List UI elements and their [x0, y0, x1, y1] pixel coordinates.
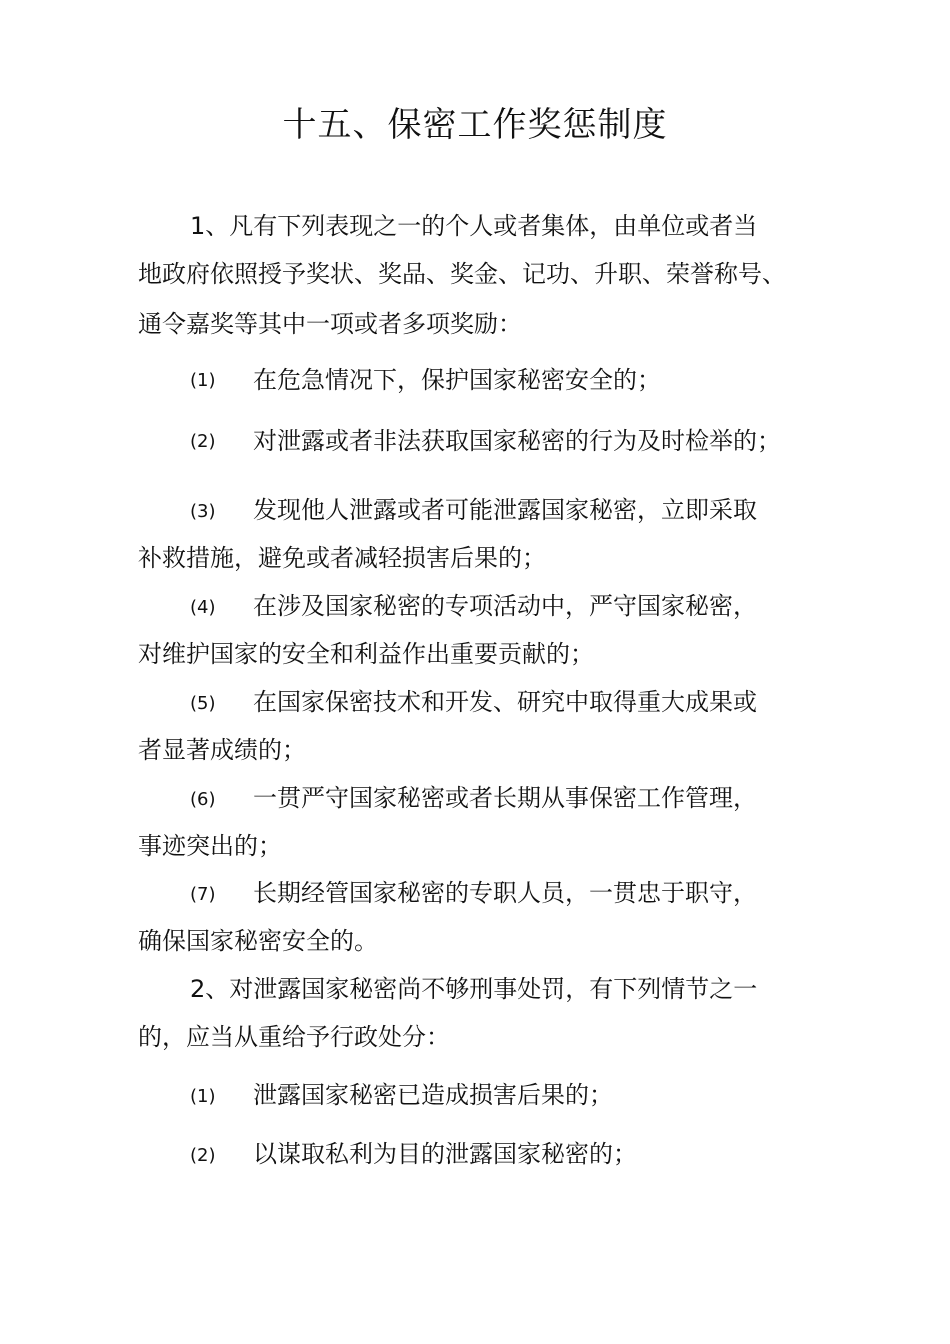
list-item-continuation: 确保国家秘密安全的。	[138, 927, 378, 955]
list-item-text: 一贯严守国家秘密或者长期从事保密工作管理，	[253, 784, 757, 812]
para1-line-1: 1、凡有下列表现之一的个人或者集体，由单位或者当	[190, 212, 758, 240]
list-item-number: (6)	[190, 789, 216, 810]
list-item-number: (3)	[190, 501, 216, 522]
list-item-continuation: 事迹突出的；	[138, 832, 282, 860]
list-item-continuation: 对维护国家的安全和利益作出重要贡献的；	[138, 640, 594, 668]
list-item-text: 以谋取私利为目的泄露国家秘密的；	[253, 1140, 637, 1168]
list-item-text: 泄露国家秘密已造成损害后果的；	[253, 1081, 613, 1109]
list-item-text: 对泄露或者非法获取国家秘密的行为及时检举的；	[253, 427, 781, 455]
para1-line-3: 通令嘉奖等其中一项或者多项奖励：	[138, 310, 522, 338]
list-item-number: (7)	[190, 884, 216, 905]
list-item-number: (2)	[190, 431, 216, 452]
para2-line-2: 的，应当从重给予行政处分：	[138, 1023, 450, 1051]
list-item-number: (1)	[190, 370, 216, 391]
list-item-text: 发现他人泄露或者可能泄露国家秘密，立即采取	[253, 496, 757, 524]
para1-line-2: 地政府依照授予奖状、奖品、奖金、记功、升职、荣誉称号、	[138, 260, 786, 288]
list-item-number: (2)	[190, 1145, 216, 1166]
list-item-text: 在涉及国家秘密的专项活动中，严守国家秘密，	[253, 592, 757, 620]
list-item-number: (5)	[190, 693, 216, 714]
list-item-number: (1)	[190, 1086, 216, 1107]
list-item-continuation: 补救措施，避免或者减轻损害后果的；	[138, 544, 546, 572]
document-title: 十五、保密工作奖惩制度	[282, 105, 668, 145]
para2-line-1: 2、对泄露国家秘密尚不够刑事处罚，有下列情节之一	[190, 975, 758, 1003]
list-item-text: 在国家保密技术和开发、研究中取得重大成果或	[253, 688, 757, 716]
list-item-text: 在危急情况下，保护国家秘密安全的；	[253, 366, 661, 394]
list-item-continuation: 者显著成绩的；	[138, 736, 306, 764]
list-item-number: (4)	[190, 597, 216, 618]
list-item-text: 长期经管国家秘密的专职人员，一贯忠于职守，	[253, 879, 757, 907]
